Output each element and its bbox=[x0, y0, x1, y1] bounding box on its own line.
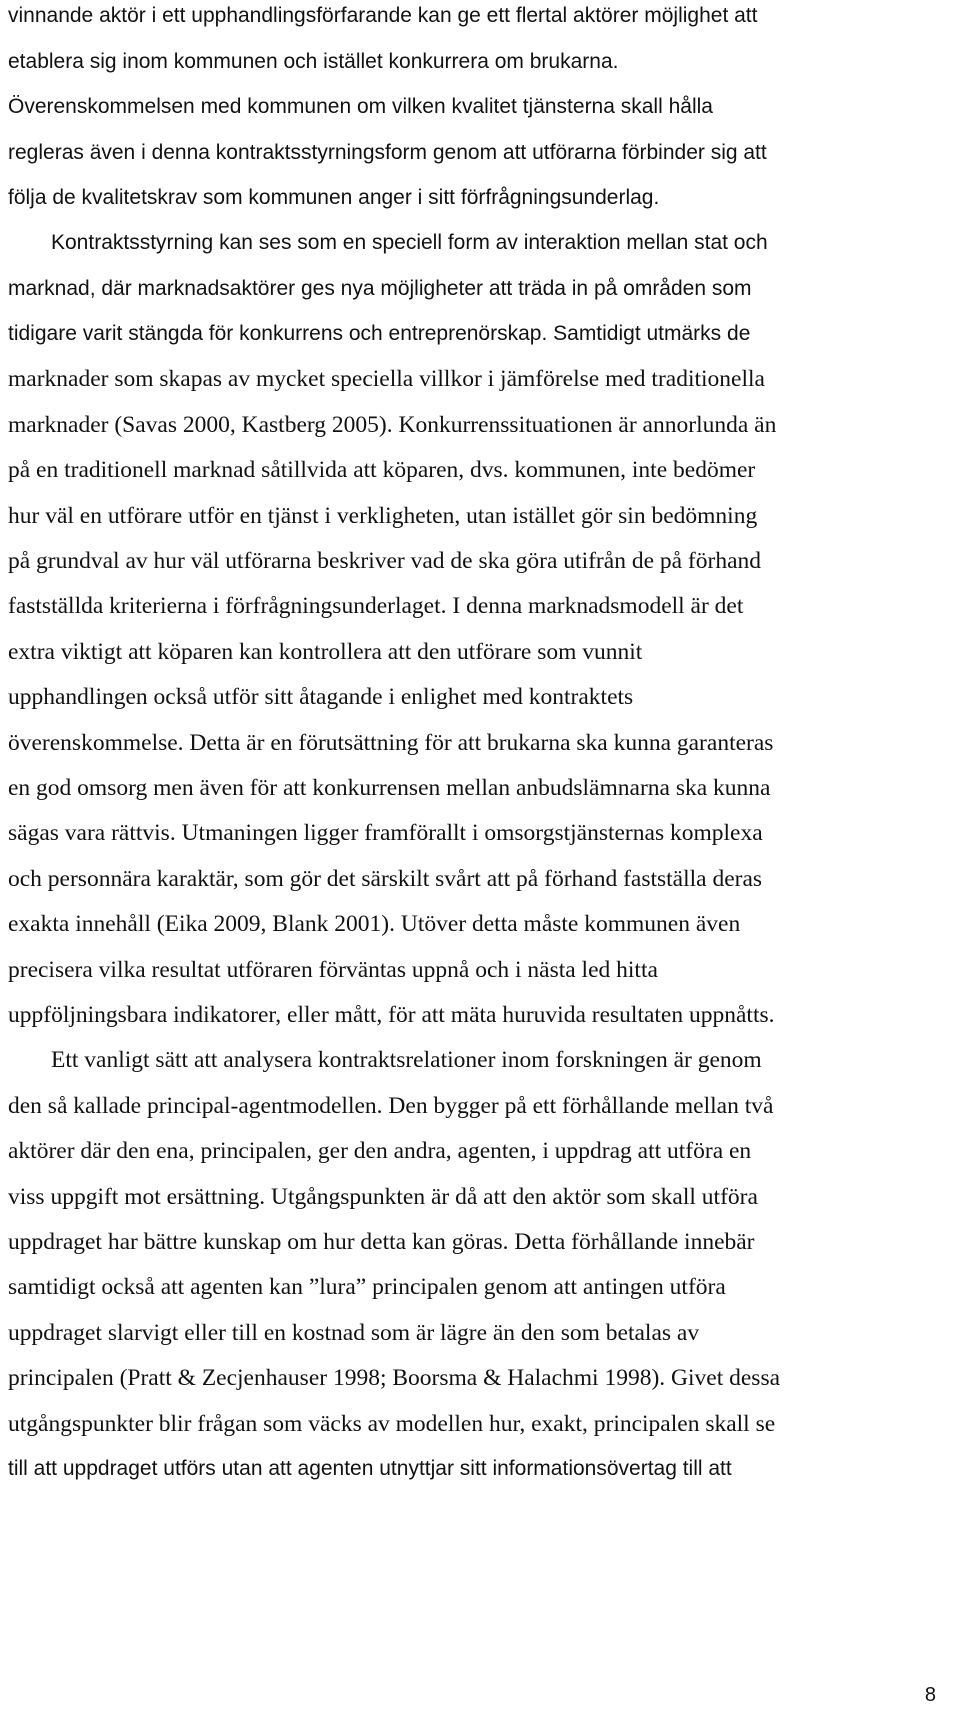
text-line: på en traditionell marknad såtillvida att köparen, dvs. kommunen, inte bedömer bbox=[8, 457, 756, 483]
text-line: etablera sig inom kommunen och istället konkurrera om brukarna. bbox=[8, 50, 619, 73]
text-line: en god omsorg men även för att konkurrensen mellan anbudslämnarna ska kunna bbox=[8, 775, 771, 801]
text-line: marknad, där marknadsaktörer ges nya möjligheter att träda in på områden som bbox=[8, 277, 752, 300]
text-line: tidigare varit stängda för konkurrens och entreprenörskap. Samtidigt utmärks de bbox=[8, 322, 751, 345]
text-line: principalen (Pratt & Zecjenhauser 1998; Boorsma & Halachmi 1998). Givet dessa bbox=[8, 1365, 781, 1391]
text-line: på grundval av hur väl utförarna beskriver vad de ska göra utifrån de på förhand bbox=[8, 548, 762, 574]
text-line: samtidigt också att agenten kan ”lura” principalen genom att antingen utföra bbox=[8, 1274, 726, 1300]
text-line: och personnära karaktär, som gör det särskilt svårt att på förhand fastställa deras bbox=[8, 866, 763, 892]
text-line: Ett vanligt sätt att analysera kontraktsrelationer inom forskningen är genom bbox=[51, 1047, 762, 1073]
text-line: Överenskommelsen med kommunen om vilken kvalitet tjänsterna skall hålla bbox=[8, 95, 713, 118]
text-line: uppdraget slarvigt eller till en kostnad som är lägre än den som betalas av bbox=[8, 1320, 700, 1346]
text-line: till att uppdraget utförs utan att agenten utnyttjar sitt informationsövertag till att bbox=[8, 1457, 732, 1480]
text-line: den så kallade principal-agentmodellen. Den bygger på ett förhållande mellan två bbox=[8, 1093, 774, 1119]
text-line: fastställda kriterierna i förfrågningsunderlaget. I denna marknadsmodell är det bbox=[8, 593, 744, 619]
text-line: uppdraget har bättre kunskap om hur detta kan göras. Detta förhållande innebär bbox=[8, 1229, 755, 1255]
text-line: hur väl en utförare utför en tjänst i verkligheten, utan istället gör sin bedömning bbox=[8, 503, 758, 529]
text-line: överenskommelse. Detta är en förutsättning för att brukarna ska kunna garanteras bbox=[8, 730, 774, 756]
text-line: regleras även i denna kontraktsstyrningsform genom att utförarna förbinder sig att bbox=[8, 141, 767, 164]
text-line: viss uppgift mot ersättning. Utgångspunkten är då att den aktör som skall utföra bbox=[8, 1184, 758, 1210]
text-line: aktörer där den ena, principalen, ger den andra, agenten, i uppdrag att utföra en bbox=[8, 1138, 752, 1164]
text-line: extra viktigt att köparen kan kontrollera att den utförare som vunnit bbox=[8, 639, 643, 665]
text-line: utgångspunkter blir frågan som väcks av modellen hur, exakt, principalen skall se bbox=[8, 1411, 776, 1437]
page-number: 8 bbox=[924, 1684, 936, 1706]
text-line: följa de kvalitetskrav som kommunen anger i sitt förfrågningsunderlag. bbox=[8, 186, 660, 209]
text-line: vinnande aktör i ett upphandlingsförfarande kan ge ett flertal aktörer möjlighet att bbox=[8, 4, 758, 27]
text-line: uppföljningsbara indikatorer, eller mått, för att mäta huruvida resultaten uppnåtts. bbox=[8, 1002, 775, 1028]
text-line: marknader (Savas 2000, Kastberg 2005). Konkurrenssituationen är annorlunda än bbox=[8, 412, 777, 438]
text-line: Kontraktsstyrning kan ses som en speciell form av interaktion mellan stat och bbox=[51, 231, 768, 254]
text-line: exakta innehåll (Eika 2009, Blank 2001). Utöver detta måste kommunen även bbox=[8, 911, 741, 937]
text-line: marknader som skapas av mycket speciella villkor i jämförelse med traditionella bbox=[8, 366, 765, 392]
text-line: sägas vara rättvis. Utmaningen ligger framförallt i omsorgstjänsternas komplexa bbox=[8, 820, 763, 846]
text-line: precisera vilka resultat utföraren förväntas uppnå och i nästa led hitta bbox=[8, 957, 658, 983]
text-line: upphandlingen också utför sitt åtagande i enlighet med kontraktets bbox=[8, 684, 634, 710]
